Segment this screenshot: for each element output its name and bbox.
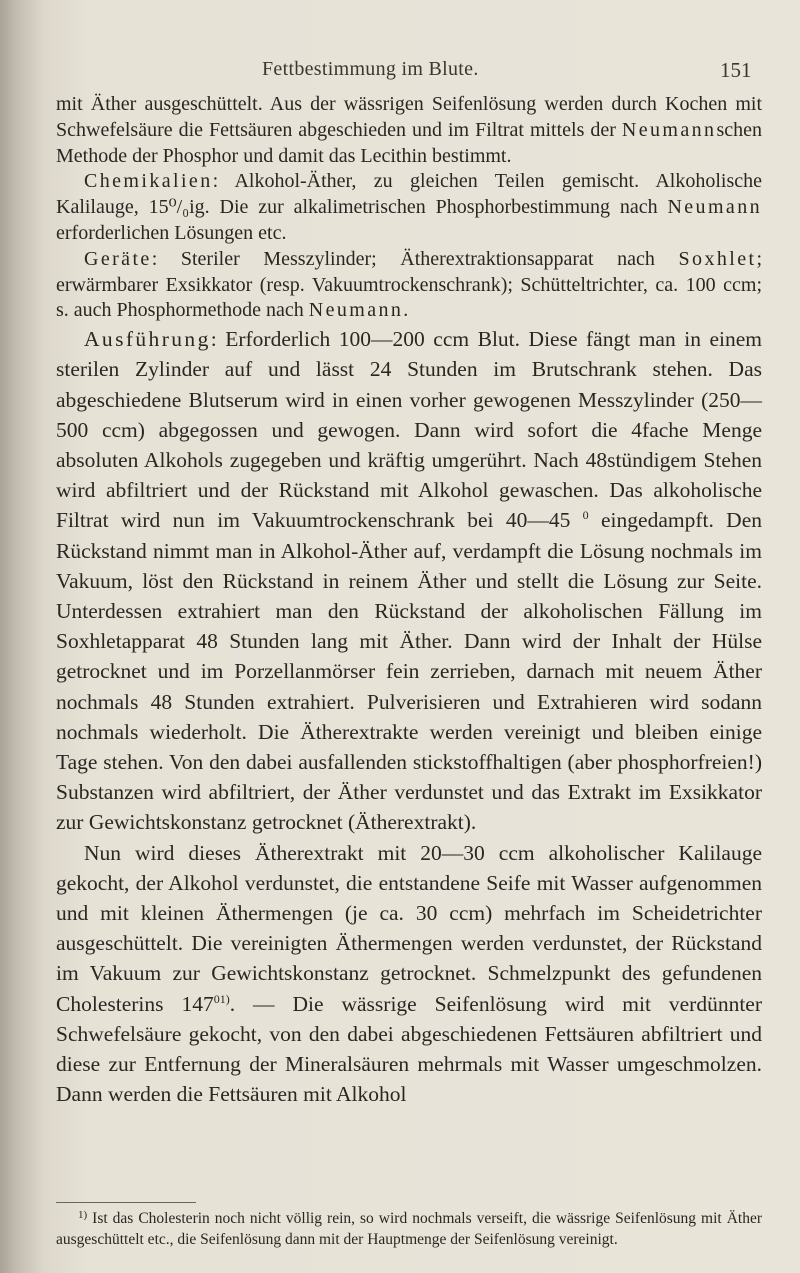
page-header xyxy=(0,58,800,86)
section-heading: Geräte xyxy=(84,247,152,270)
text-run: : Alkohol-Äther, zu gleichen Teilen gemischt. Alkoholische Kalilauge, 15 xyxy=(56,170,762,219)
footnote xyxy=(56,1205,762,1250)
text-run: : Steriler Messzylinder; Ätherextraktionsapparat nach xyxy=(151,247,679,270)
text-run: erforderlichen Lösungen etc. xyxy=(56,221,287,244)
percent-sign: ⁰/₀ xyxy=(168,196,190,219)
text-run: : Erforderlich 100—200 ccm Blut. Diese fängt man in einem sterilen Zylinder auf und lässt 24 Stunden im Brutschrank stehen. Das abgeschiedene Blutserum wird in einen vorher gewogenen Messzylinder (250—500 ccm) abgegossen und gewogen. Dann wird sofort die 4fache Menge absoluten Alkohols zugegeben und kräftig umgerührt. Nach 48stündigem Stehen wird abfiltriert und der Rückstand mit Alkohol gewaschen. Das alkoholische Filtrat wird nun im Vakuumtrockenschrank bei 40—45 xyxy=(56,327,762,533)
author-name: Soxhlet xyxy=(678,247,757,270)
paragraph-chemikalien xyxy=(56,169,762,246)
author-name: Neumann xyxy=(667,196,762,219)
footnote-reference[interactable]: 1) xyxy=(219,991,230,1006)
author-name: Neumann xyxy=(308,299,404,322)
text-run: eingedampft. Den Rückstand nimmt man in Alkohol-Äther auf, verdampft die Lösung nochmals im Vakuum, löst den Rückstand in reinem Äther und stellt die Lösung zur Seite. Unterdessen extrahiert man den Rückstand der alkoholischen Fällung im Soxhletapparat 48 Stunden lang mit Äther. Dann wird der Inhalt der Hülse getrocknet und im Porzellanmörser fein zerrieben, darnach mit neuem Äther nochmals 48 Stunden extrahiert. Pulverisieren und Extrahieren wird sodann nochmals wiederholt. Die Ätherextrakte werden vereinigt und bleiben einige Tage stehen. Von den dabei ausfallenden stickstoffhaltigen (aber phosphorfreien!) Substanzen wird abfiltriert, der Äther verdunstet und das Extrakt im Exsikkator zur Gewichtskonstanz getrocknet (Ätherextrakt). xyxy=(56,508,763,835)
section-heading: Ausführung xyxy=(84,327,211,352)
footnote-marker: 1) xyxy=(78,1209,88,1221)
text-run: . xyxy=(403,299,409,322)
footnote-area xyxy=(56,1205,762,1250)
body-text xyxy=(56,92,762,1109)
text-run: Nun wird dieses Ätherextrakt mit 20—30 ccm alkoholischer Kalilauge gekocht, der Alkohol verdunstet, die entstandene Seife mit Wasser aufgenommen und mit kleinen Äthermengen (je ca. 30 ccm) mehrfach im Scheidetrichter ausgeschüttelt. Die vereinigten Äthermengen werden verdunstet, der Rückstand im Vakuum zur Gewichtskonstanz getrocknet. Schmelzpunkt des gefundenen Cholesterins 147 xyxy=(56,840,762,1016)
text-run: schen Methode der Phosphor und damit das Lecithin bestimmt. xyxy=(56,118,762,167)
text-run: . — Die wässrige Seifenlösung wird mit verdünnter Schwefelsäure gekocht, von den dabei abgeschiedenen Fettsäuren abfiltriert und diese zur Entfernung der Mineralsäuren mehrmals mit Wasser umgeschmolzen. Dann werden die Fettsäuren mit Alkohol xyxy=(56,991,762,1107)
footnote-divider xyxy=(56,1202,196,1203)
author-name: Neumann xyxy=(621,118,717,141)
paragraph-ausfuehrung xyxy=(56,324,762,837)
text-run: ig. Die zur alkalimetrischen Phosphorbestimmung nach xyxy=(189,196,668,219)
paragraph-cholesterin xyxy=(56,838,762,1110)
section-heading: Chemikalien xyxy=(84,170,213,193)
text-run: mit Äther ausgeschüttelt. Aus der wässrigen Seifenlösung werden durch Kochen mit Schwefelsäure die Fettsäuren abgeschieden und im Filtrat mittels der xyxy=(56,93,762,141)
text-run: ; erwärmbarer Exsikkator (resp. Vakuumtrockenschrank); Schütteltrichter, ca. 100 ccm; s. auch Phosphormethode nach xyxy=(56,247,762,322)
paragraph-geraete xyxy=(56,247,762,324)
paragraph-intro xyxy=(56,92,762,169)
degree-mark: 0 xyxy=(213,991,220,1006)
running-title: Fettbestimmung im Blute. xyxy=(262,58,479,80)
degree-mark: 0 xyxy=(582,508,589,523)
footnote-text: Ist das Cholesterin noch nicht völlig rein, so wird nochmals verseift, die wässrige Seifenlösung mit Äther ausgeschüttelt etc., die Seifenlösung dann mit der Hauptmenge der Seifenlösung vereinigt. xyxy=(56,1210,763,1248)
page-number: 151 xyxy=(720,58,752,82)
